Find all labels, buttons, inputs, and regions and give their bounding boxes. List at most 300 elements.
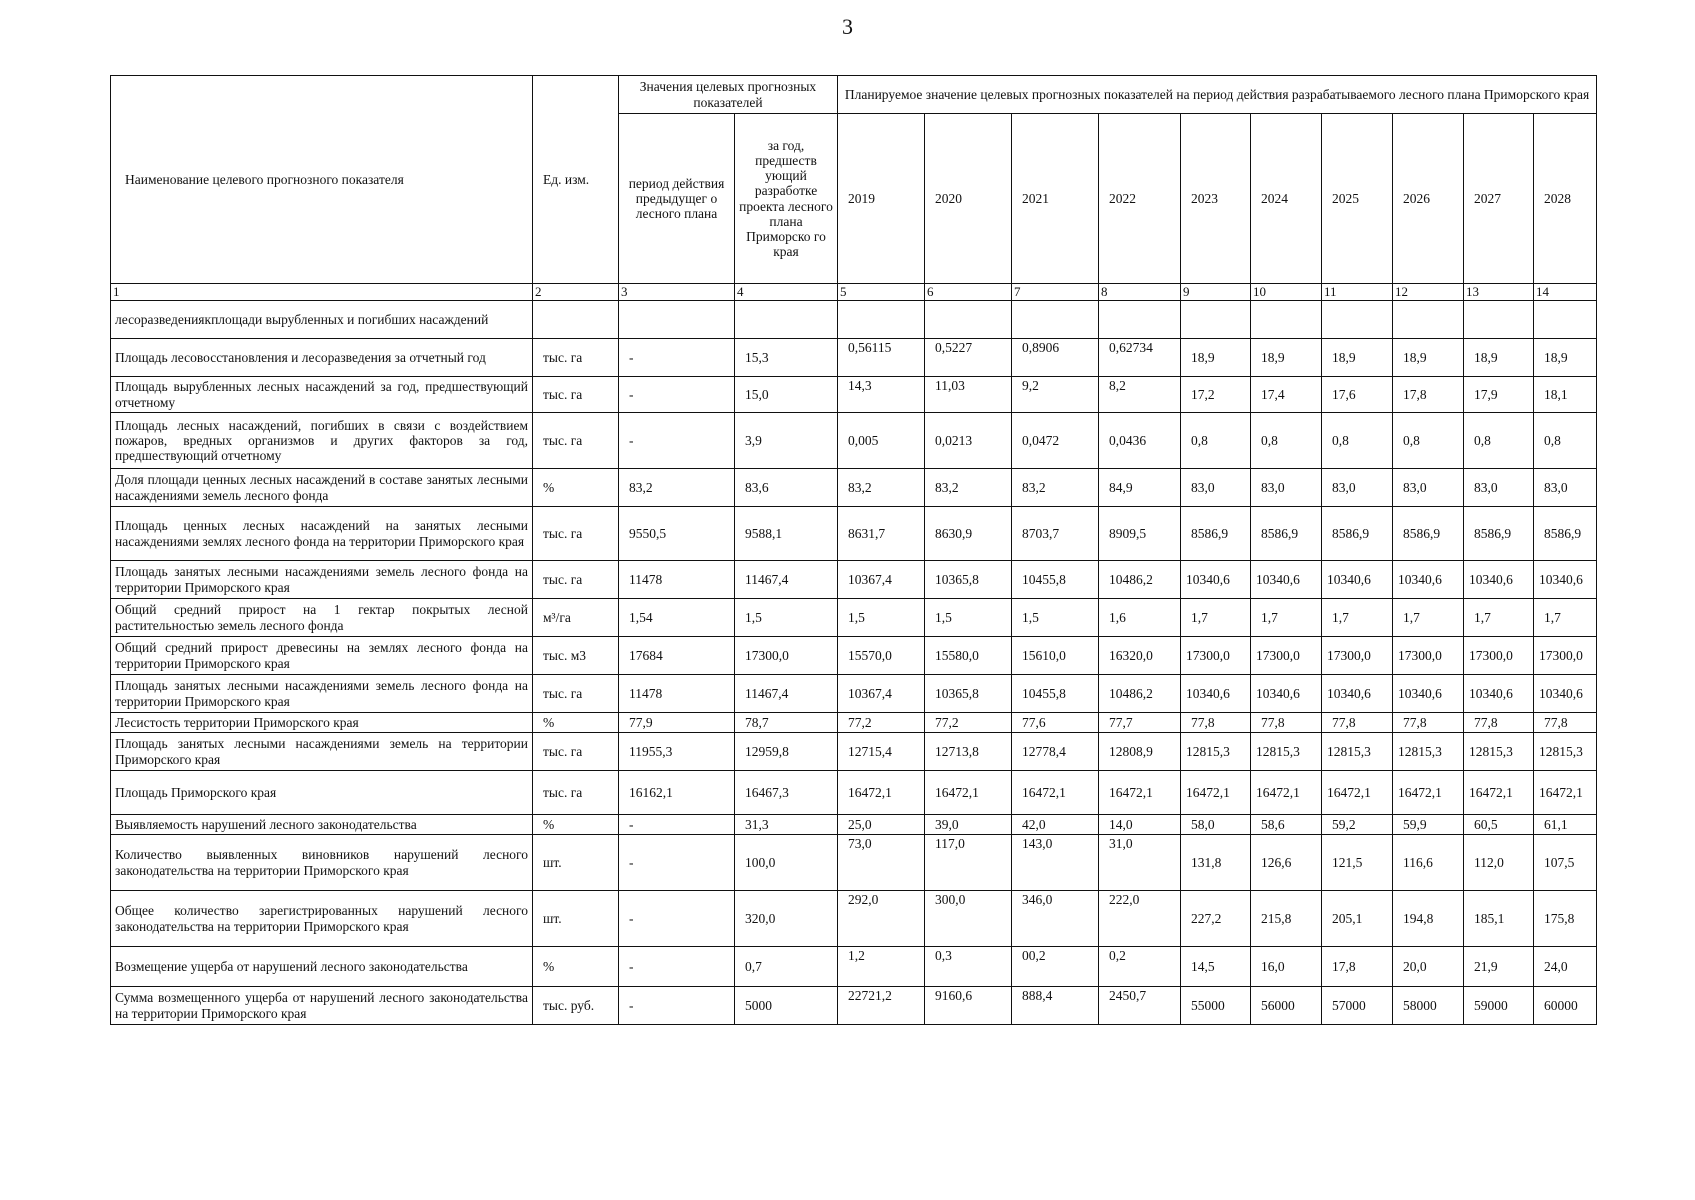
indicator-value: 0,7 <box>735 947 838 987</box>
indicator-value: 8586,9 <box>1534 507 1597 561</box>
indicator-value: 16472,1 <box>1181 771 1251 815</box>
indicator-value: 9160,6 <box>925 987 1012 1025</box>
indicator-value: 1,7 <box>1251 599 1322 637</box>
indicator-value: 1,7 <box>1181 599 1251 637</box>
indicator-value: 17300,0 <box>1464 637 1534 675</box>
indicator-value: 1,7 <box>1322 599 1393 637</box>
indicator-value: 15570,0 <box>838 637 925 675</box>
indicator-value: 00,2 <box>1012 947 1099 987</box>
indicator-value: 8586,9 <box>1322 507 1393 561</box>
indicator-value: 77,8 <box>1251 713 1322 733</box>
indicator-value: 15,3 <box>735 339 838 377</box>
indicator-value: 16472,1 <box>1393 771 1464 815</box>
indicator-value: 0,56115 <box>838 339 925 377</box>
indicator-value: 346,0 <box>1012 891 1099 947</box>
indicator-value: 8586,9 <box>1393 507 1464 561</box>
indicator-value: 10486,2 <box>1099 561 1181 599</box>
indicator-value: 117,0 <box>925 835 1012 891</box>
indicator-value: 11,03 <box>925 377 1012 413</box>
indicator-value: 77,2 <box>925 713 1012 733</box>
table-row <box>111 599 1597 637</box>
indicator-value: 10367,4 <box>838 675 925 713</box>
indicator-value <box>1099 301 1181 339</box>
indicator-value: 77,8 <box>1464 713 1534 733</box>
indicator-value: 24,0 <box>1534 947 1597 987</box>
indicator-value: 300,0 <box>925 891 1012 947</box>
indicator-value: 0,8 <box>1393 413 1464 469</box>
indicator-unit: тыс. га <box>533 675 619 713</box>
indicator-value: 16,0 <box>1251 947 1322 987</box>
indicator-value: 3,9 <box>735 413 838 469</box>
indicator-unit: тыс. га <box>533 507 619 561</box>
page-number: 3 <box>842 14 853 39</box>
indicator-unit: тыс. га <box>533 339 619 377</box>
indicator-value: 9588,1 <box>735 507 838 561</box>
indicator-value: 1,5 <box>838 599 925 637</box>
table-row <box>111 301 1597 339</box>
indicator-value: 10365,8 <box>925 675 1012 713</box>
column-number: 10 <box>1251 284 1322 301</box>
indicator-value: 10340,6 <box>1534 561 1597 599</box>
indicator-value: 18,9 <box>1534 339 1597 377</box>
indicator-name: Площадь Приморского края <box>111 771 533 815</box>
indicator-value: 17,9 <box>1464 377 1534 413</box>
indicator-value: 0,8906 <box>1012 339 1099 377</box>
indicator-value <box>925 301 1012 339</box>
indicator-value: 143,0 <box>1012 835 1099 891</box>
indicator-value: - <box>619 947 735 987</box>
column-number: 7 <box>1012 284 1099 301</box>
indicator-name: Площадь вырубленных лесных насаждений за год, предшествующий отчетному <box>111 377 533 413</box>
indicator-value: 2450,7 <box>1099 987 1181 1025</box>
indicator-value: 1,54 <box>619 599 735 637</box>
column-number: 5 <box>838 284 925 301</box>
indicator-value: 11955,3 <box>619 733 735 771</box>
column-number: 9 <box>1181 284 1251 301</box>
indicator-value: 55000 <box>1181 987 1251 1025</box>
indicator-unit: % <box>533 815 619 835</box>
indicator-value: 77,7 <box>1099 713 1181 733</box>
indicator-value: 10340,6 <box>1534 675 1597 713</box>
header-prev-year: за год, предшеств ующий разработке проекта лесного плана Приморско го края <box>735 114 838 284</box>
table-row <box>111 713 1597 733</box>
table-row <box>111 947 1597 987</box>
indicator-value: 205,1 <box>1322 891 1393 947</box>
indicator-value: 100,0 <box>735 835 838 891</box>
indicator-value: 83,2 <box>619 469 735 507</box>
indicator-value: 12815,3 <box>1251 733 1322 771</box>
indicator-value <box>1534 301 1597 339</box>
indicator-value: 16472,1 <box>1464 771 1534 815</box>
indicator-value: 83,2 <box>838 469 925 507</box>
indicator-value: 17,2 <box>1181 377 1251 413</box>
indicator-name: Площадь лесных насаждений, погибших в связи с воздействием пожаров, вредных организмов и других факторов за год, предшествующий отчетному <box>111 413 533 469</box>
indicator-value: 83,2 <box>925 469 1012 507</box>
indicator-value: 8586,9 <box>1181 507 1251 561</box>
indicator-value: 1,5 <box>925 599 1012 637</box>
indicator-name: Площадь ценных лесных насаждений на занятых лесными насаждениями землях лесного фонда на территории Приморского края <box>111 507 533 561</box>
indicator-value <box>735 301 838 339</box>
header-year-2023: 2023 <box>1181 114 1251 284</box>
indicator-value: 60,5 <box>1464 815 1534 835</box>
indicator-value: 83,0 <box>1393 469 1464 507</box>
indicator-value: - <box>619 413 735 469</box>
indicator-value: 77,6 <box>1012 713 1099 733</box>
indicator-value: 131,8 <box>1181 835 1251 891</box>
indicator-value: 126,6 <box>1251 835 1322 891</box>
indicator-value <box>838 301 925 339</box>
indicator-value: 8630,9 <box>925 507 1012 561</box>
indicator-value <box>1181 301 1251 339</box>
indicator-value: 77,8 <box>1322 713 1393 733</box>
indicator-value: 0,5227 <box>925 339 1012 377</box>
indicator-value: 17,6 <box>1322 377 1393 413</box>
header-year-2027: 2027 <box>1464 114 1534 284</box>
indicator-value: 16472,1 <box>838 771 925 815</box>
indicator-value: 1,5 <box>1012 599 1099 637</box>
indicator-value: 77,2 <box>838 713 925 733</box>
indicator-value: 0,0436 <box>1099 413 1181 469</box>
header-planned-values: Планируемое значение целевых прогнозных показателей на период действия разрабатываемого лесного плана Приморского края <box>838 76 1597 114</box>
indicator-value: 10340,6 <box>1251 675 1322 713</box>
indicator-value: 16472,1 <box>1099 771 1181 815</box>
indicator-value: 227,2 <box>1181 891 1251 947</box>
indicator-value: 12815,3 <box>1534 733 1597 771</box>
indicator-value: 16472,1 <box>925 771 1012 815</box>
indicator-value: 8586,9 <box>1464 507 1534 561</box>
indicator-value: 77,8 <box>1534 713 1597 733</box>
indicator-unit: % <box>533 713 619 733</box>
indicator-value: 12715,4 <box>838 733 925 771</box>
indicator-value: 18,9 <box>1464 339 1534 377</box>
indicator-value: 21,9 <box>1464 947 1534 987</box>
column-number: 14 <box>1534 284 1597 301</box>
indicator-value: 17300,0 <box>1322 637 1393 675</box>
indicator-value: 12815,3 <box>1322 733 1393 771</box>
indicator-value: 0,0472 <box>1012 413 1099 469</box>
indicator-value: 10340,6 <box>1393 561 1464 599</box>
indicator-value: 59000 <box>1464 987 1534 1025</box>
table-row <box>111 815 1597 835</box>
indicator-value: 1,7 <box>1534 599 1597 637</box>
header-year-2020: 2020 <box>925 114 1012 284</box>
indicator-value: 16320,0 <box>1099 637 1181 675</box>
indicator-value: 18,9 <box>1181 339 1251 377</box>
column-number-row <box>111 284 1597 301</box>
indicator-value: 17300,0 <box>1181 637 1251 675</box>
indicator-value <box>1012 301 1099 339</box>
indicator-value: 11467,4 <box>735 675 838 713</box>
indicator-value: 20,0 <box>1393 947 1464 987</box>
indicator-value: 5000 <box>735 987 838 1025</box>
indicator-unit: тыс. га <box>533 413 619 469</box>
indicator-value: 1,6 <box>1099 599 1181 637</box>
indicator-value: 22721,2 <box>838 987 925 1025</box>
indicator-value: 60000 <box>1534 987 1597 1025</box>
indicator-unit: тыс. га <box>533 561 619 599</box>
column-number: 8 <box>1099 284 1181 301</box>
indicator-value: 10340,6 <box>1251 561 1322 599</box>
table-row <box>111 675 1597 713</box>
header-unit: Ед. изм. <box>533 76 619 284</box>
table-row <box>111 987 1597 1025</box>
indicator-value: 16472,1 <box>1534 771 1597 815</box>
indicator-value: 83,2 <box>1012 469 1099 507</box>
indicator-name: Лесистость территории Приморского края <box>111 713 533 733</box>
table-row <box>111 733 1597 771</box>
indicator-value: 10340,6 <box>1322 561 1393 599</box>
indicator-value: 18,9 <box>1322 339 1393 377</box>
indicator-value: - <box>619 891 735 947</box>
indicator-value: 1,2 <box>838 947 925 987</box>
indicator-value: 83,0 <box>1181 469 1251 507</box>
indicator-value: 0,8 <box>1464 413 1534 469</box>
indicator-unit: тыс. га <box>533 733 619 771</box>
indicator-value: 14,0 <box>1099 815 1181 835</box>
indicator-value: 12713,8 <box>925 733 1012 771</box>
column-number: 1 <box>111 284 533 301</box>
indicator-value: - <box>619 987 735 1025</box>
indicator-value: 9550,5 <box>619 507 735 561</box>
indicator-value: 83,0 <box>1464 469 1534 507</box>
indicator-value: 58,6 <box>1251 815 1322 835</box>
indicator-unit <box>533 301 619 339</box>
indicator-value: 1,5 <box>735 599 838 637</box>
indicator-value: 12778,4 <box>1012 733 1099 771</box>
indicator-value: 8586,9 <box>1251 507 1322 561</box>
indicator-value: 78,7 <box>735 713 838 733</box>
indicator-value: 77,8 <box>1393 713 1464 733</box>
indicator-value: 39,0 <box>925 815 1012 835</box>
indicator-value: 17300,0 <box>735 637 838 675</box>
indicator-value: 8631,7 <box>838 507 925 561</box>
indicator-value: 0,2 <box>1099 947 1181 987</box>
indicator-value: 15,0 <box>735 377 838 413</box>
indicator-name: Выявляемость нарушений лесного законодательства <box>111 815 533 835</box>
indicator-value: - <box>619 339 735 377</box>
indicator-value: 320,0 <box>735 891 838 947</box>
indicator-value: 0,8 <box>1322 413 1393 469</box>
indicator-value: 73,0 <box>838 835 925 891</box>
indicator-value: 56000 <box>1251 987 1322 1025</box>
indicator-value: 10455,8 <box>1012 561 1099 599</box>
indicator-value: 1,7 <box>1393 599 1464 637</box>
indicator-value: - <box>619 377 735 413</box>
table-header <box>111 76 1597 301</box>
indicator-value <box>1251 301 1322 339</box>
indicator-value: - <box>619 815 735 835</box>
indicator-value: 292,0 <box>838 891 925 947</box>
indicator-name: лесоразведениякплощади вырубленных и погибших насаждений <box>111 301 533 339</box>
indicator-value: 112,0 <box>1464 835 1534 891</box>
indicator-unit: м³/га <box>533 599 619 637</box>
indicator-value: 10340,6 <box>1181 561 1251 599</box>
indicator-value: 888,4 <box>1012 987 1099 1025</box>
indicator-value: 0,62734 <box>1099 339 1181 377</box>
indicator-value: 1,7 <box>1464 599 1534 637</box>
header-year-2019: 2019 <box>838 114 925 284</box>
indicator-unit: шт. <box>533 835 619 891</box>
indicator-value: 59,2 <box>1322 815 1393 835</box>
indicator-value: 10340,6 <box>1393 675 1464 713</box>
indicator-name: Возмещение ущерба от нарушений лесного законодательства <box>111 947 533 987</box>
indicator-value: 10340,6 <box>1322 675 1393 713</box>
indicator-value: 10340,6 <box>1464 561 1534 599</box>
indicator-value: 18,9 <box>1251 339 1322 377</box>
indicator-name: Общее количество зарегистрированных нарушений лесного законодательства на территории Приморского края <box>111 891 533 947</box>
target-indicators-table <box>110 75 1597 1025</box>
indicator-value: 0,005 <box>838 413 925 469</box>
indicator-value: 18,1 <box>1534 377 1597 413</box>
indicator-value: 83,6 <box>735 469 838 507</box>
table-row <box>111 413 1597 469</box>
indicator-name: Площадь лесовосстановления и лесоразведения за отчетный год <box>111 339 533 377</box>
indicator-value: 17,8 <box>1322 947 1393 987</box>
indicator-value: 9,2 <box>1012 377 1099 413</box>
column-number: 13 <box>1464 284 1534 301</box>
table-body <box>111 301 1597 1025</box>
table-row <box>111 891 1597 947</box>
indicator-value: 11478 <box>619 675 735 713</box>
indicator-value: 58000 <box>1393 987 1464 1025</box>
header-year-2028: 2028 <box>1534 114 1597 284</box>
indicator-value: 12815,3 <box>1464 733 1534 771</box>
indicator-value: 77,8 <box>1181 713 1251 733</box>
indicator-value: 10486,2 <box>1099 675 1181 713</box>
indicator-value: 0,8 <box>1181 413 1251 469</box>
header-year-2024: 2024 <box>1251 114 1322 284</box>
indicator-value: 8703,7 <box>1012 507 1099 561</box>
indicator-name: Количество выявленных виновников нарушений лесного законодательства на территории Приморского края <box>111 835 533 891</box>
table-row <box>111 507 1597 561</box>
indicator-value: 10340,6 <box>1181 675 1251 713</box>
header-prev-period: период действия предыдущег о лесного плана <box>619 114 735 284</box>
indicator-value: 84,9 <box>1099 469 1181 507</box>
indicator-value: 10367,4 <box>838 561 925 599</box>
indicator-name: Доля площади ценных лесных насаждений в составе занятых лесными насаждениями земель лесного фонда <box>111 469 533 507</box>
indicator-value: 31,0 <box>1099 835 1181 891</box>
indicator-value: 31,3 <box>735 815 838 835</box>
indicator-value <box>1464 301 1534 339</box>
indicator-value: 185,1 <box>1464 891 1534 947</box>
header-year-2025: 2025 <box>1322 114 1393 284</box>
column-number: 6 <box>925 284 1012 301</box>
indicator-value: 59,9 <box>1393 815 1464 835</box>
indicator-value: 194,8 <box>1393 891 1464 947</box>
indicator-value: 15610,0 <box>1012 637 1099 675</box>
indicator-value: 121,5 <box>1322 835 1393 891</box>
indicator-value <box>1322 301 1393 339</box>
indicator-unit: тыс. м3 <box>533 637 619 675</box>
column-number: 2 <box>533 284 619 301</box>
indicator-value: 222,0 <box>1099 891 1181 947</box>
indicator-value: 8,2 <box>1099 377 1181 413</box>
table-row <box>111 469 1597 507</box>
indicator-value: 17300,0 <box>1534 637 1597 675</box>
indicator-name: Площадь занятых лесными насаждениями земель лесного фонда на территории Приморского края <box>111 561 533 599</box>
indicator-value: 16472,1 <box>1322 771 1393 815</box>
indicator-name: Сумма возмещенного ущерба от нарушений лесного законодательства на территории Приморского края <box>111 987 533 1025</box>
indicator-value: 116,6 <box>1393 835 1464 891</box>
column-number: 12 <box>1393 284 1464 301</box>
indicator-name: Площадь занятых лесными насаждениями земель на территории Приморского края <box>111 733 533 771</box>
indicator-value: 0,0213 <box>925 413 1012 469</box>
indicator-value: 83,0 <box>1322 469 1393 507</box>
indicator-value: 17684 <box>619 637 735 675</box>
header-target-values: Значения целевых прогнозных показателей <box>619 76 838 114</box>
header-indicator-name: Наименование целевого прогнозного показателя <box>111 76 533 284</box>
indicator-value: 10365,8 <box>925 561 1012 599</box>
indicator-value: 18,9 <box>1393 339 1464 377</box>
indicator-value: 14,5 <box>1181 947 1251 987</box>
indicator-value: 215,8 <box>1251 891 1322 947</box>
indicator-value: 10340,6 <box>1464 675 1534 713</box>
indicator-value: 107,5 <box>1534 835 1597 891</box>
indicator-unit: % <box>533 469 619 507</box>
indicator-value: 11478 <box>619 561 735 599</box>
indicator-value: 83,0 <box>1534 469 1597 507</box>
indicator-value: 17,8 <box>1393 377 1464 413</box>
indicator-value: - <box>619 835 735 891</box>
indicator-value: 77,9 <box>619 713 735 733</box>
indicator-value <box>1393 301 1464 339</box>
indicator-value: 16162,1 <box>619 771 735 815</box>
header-year-2026: 2026 <box>1393 114 1464 284</box>
indicator-value: 17300,0 <box>1251 637 1322 675</box>
indicator-value: 17,4 <box>1251 377 1322 413</box>
indicator-value: 12815,3 <box>1181 733 1251 771</box>
indicator-value: 0,8 <box>1251 413 1322 469</box>
column-number: 11 <box>1322 284 1393 301</box>
indicator-value: 0,8 <box>1534 413 1597 469</box>
indicator-unit: шт. <box>533 891 619 947</box>
indicator-unit: тыс. га <box>533 377 619 413</box>
indicator-unit: тыс. руб. <box>533 987 619 1025</box>
indicator-value: 83,0 <box>1251 469 1322 507</box>
indicator-value: 25,0 <box>838 815 925 835</box>
column-number: 4 <box>735 284 838 301</box>
table-row <box>111 561 1597 599</box>
indicator-value: 12808,9 <box>1099 733 1181 771</box>
table-row <box>111 637 1597 675</box>
indicator-unit: % <box>533 947 619 987</box>
indicator-value: 11467,4 <box>735 561 838 599</box>
indicator-name: Общий средний прирост на 1 гектар покрытых лесной растительностью земель лесного фонда <box>111 599 533 637</box>
table-row <box>111 771 1597 815</box>
header-year-2022: 2022 <box>1099 114 1181 284</box>
indicator-value: 42,0 <box>1012 815 1099 835</box>
table-row <box>111 835 1597 891</box>
indicator-value: 15580,0 <box>925 637 1012 675</box>
indicator-value: 17300,0 <box>1393 637 1464 675</box>
indicator-value: 12815,3 <box>1393 733 1464 771</box>
indicator-value: 14,3 <box>838 377 925 413</box>
indicator-value: 175,8 <box>1534 891 1597 947</box>
indicator-value: 61,1 <box>1534 815 1597 835</box>
table-row <box>111 339 1597 377</box>
indicator-value: 16472,1 <box>1251 771 1322 815</box>
indicator-unit: тыс. га <box>533 771 619 815</box>
indicator-name: Площадь занятых лесными насаждениями земель лесного фонда на территории Приморского края <box>111 675 533 713</box>
indicator-value: 12959,8 <box>735 733 838 771</box>
indicator-value: 10455,8 <box>1012 675 1099 713</box>
indicator-value: 16467,3 <box>735 771 838 815</box>
indicator-name: Общий средний прирост древесины на землях лесного фонда на территории Приморского края <box>111 637 533 675</box>
indicator-value <box>619 301 735 339</box>
table-row <box>111 377 1597 413</box>
indicator-value: 57000 <box>1322 987 1393 1025</box>
indicator-value: 16472,1 <box>1012 771 1099 815</box>
